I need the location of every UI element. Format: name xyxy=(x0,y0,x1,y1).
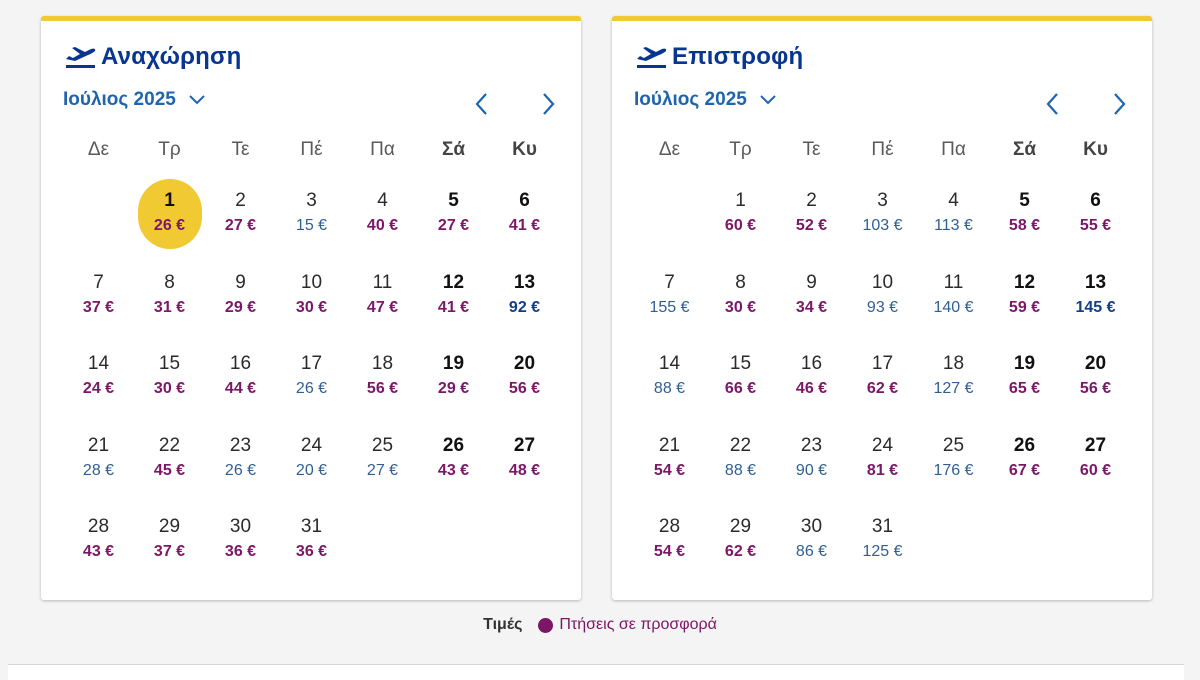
day-price: 155 € xyxy=(649,298,690,316)
day-price: 29 € xyxy=(437,380,470,397)
day-price: 41 € xyxy=(437,298,470,316)
day-number: 2 xyxy=(235,190,246,211)
day-price: 60 € xyxy=(724,217,757,234)
day-price: 27 € xyxy=(366,461,399,479)
month-selector[interactable] xyxy=(63,89,206,111)
weekday-label: Τε xyxy=(802,139,821,160)
day-price: 31 € xyxy=(153,298,186,316)
day-cell-18[interactable] xyxy=(347,340,418,422)
day-number: 3 xyxy=(877,190,888,211)
day-price: 36 € xyxy=(295,543,328,560)
day-number: 13 xyxy=(513,271,536,293)
return-calendar xyxy=(612,16,1152,600)
day-number: 29 xyxy=(729,516,752,537)
day-cell-5[interactable] xyxy=(418,177,489,259)
day-cell-21[interactable] xyxy=(63,422,134,504)
day-cell-25[interactable] xyxy=(918,422,989,504)
day-cell-9[interactable] xyxy=(205,259,276,341)
day-number: 18 xyxy=(942,353,965,374)
day-number: 14 xyxy=(658,353,681,374)
weekday-label: Πα xyxy=(370,139,395,160)
day-number: 27 xyxy=(513,434,536,456)
chevron-left-icon[interactable] xyxy=(1045,92,1059,116)
day-price: 48 € xyxy=(508,461,541,479)
day-price: 52 € xyxy=(795,217,828,234)
calendar-title: Επιστροφή xyxy=(672,43,804,70)
day-cell-16[interactable] xyxy=(205,340,276,422)
day-price: 34 € xyxy=(795,298,828,316)
day-number: 15 xyxy=(158,353,181,374)
day-number: 6 xyxy=(519,190,530,211)
weekday-label: Κυ xyxy=(512,139,537,160)
month-label[interactable]: Ιούλιος 2025 xyxy=(634,89,747,110)
day-number: 5 xyxy=(1019,190,1030,211)
day-number: 31 xyxy=(871,516,894,537)
day-price: 27 € xyxy=(437,217,470,234)
day-price: 54 € xyxy=(653,461,686,479)
day-price: 140 € xyxy=(933,298,974,316)
day-cell-7[interactable] xyxy=(63,259,134,341)
day-cell-4[interactable] xyxy=(918,177,989,259)
day-price: 62 € xyxy=(724,543,757,560)
day-price: 56 € xyxy=(366,380,399,397)
day-price: 37 € xyxy=(153,543,186,560)
day-price: 59 € xyxy=(1008,298,1041,316)
day-price: 81 € xyxy=(866,461,899,479)
day-number: 9 xyxy=(806,271,817,293)
day-price: 88 € xyxy=(724,461,757,479)
next-month-button[interactable] xyxy=(1108,92,1132,116)
day-price: 26 € xyxy=(224,461,257,479)
weekday-label: Κυ xyxy=(1083,139,1108,160)
day-grid xyxy=(63,177,559,585)
day-price: 92 € xyxy=(508,298,541,316)
day-number: 21 xyxy=(87,434,110,456)
day-cell-27[interactable] xyxy=(489,422,560,504)
weekday-header xyxy=(63,139,559,161)
day-cell-2[interactable] xyxy=(205,177,276,259)
day-cell-23[interactable] xyxy=(776,422,847,504)
day-cell-12[interactable] xyxy=(418,259,489,341)
day-price: 41 € xyxy=(508,217,541,234)
day-price: 67 € xyxy=(1008,461,1041,479)
day-price: 30 € xyxy=(295,298,328,316)
day-cell-14[interactable] xyxy=(63,340,134,422)
day-price: 127 € xyxy=(933,380,974,397)
day-number: 1 xyxy=(735,190,746,211)
calendar-header xyxy=(63,43,242,71)
day-cell-11[interactable] xyxy=(347,259,418,341)
day-price: 86 € xyxy=(795,543,828,560)
day-cell-29[interactable] xyxy=(705,503,776,585)
day-number: 12 xyxy=(442,271,465,293)
day-price: 30 € xyxy=(724,298,757,316)
day-number: 28 xyxy=(658,516,681,537)
day-number: 1 xyxy=(164,190,175,211)
day-cell-29[interactable] xyxy=(134,503,205,585)
day-cell-15[interactable] xyxy=(134,340,205,422)
legend-title: Τιμές xyxy=(483,616,523,633)
day-number: 4 xyxy=(948,190,959,211)
day-number: 11 xyxy=(943,271,964,293)
weekday-label: Πέ xyxy=(300,139,323,160)
day-price: 125 € xyxy=(862,543,903,560)
day-price: 90 € xyxy=(795,461,828,479)
day-number: 27 xyxy=(1084,434,1107,456)
day-number: 23 xyxy=(229,434,252,456)
weekday-label: Σά xyxy=(1012,139,1037,160)
day-price: 30 € xyxy=(153,380,186,397)
day-price: 28 € xyxy=(82,461,115,479)
chevron-down-icon[interactable] xyxy=(188,94,206,106)
day-cell-17[interactable] xyxy=(847,340,918,422)
day-number: 26 xyxy=(442,434,465,456)
day-number: 15 xyxy=(729,353,752,374)
day-cell-1[interactable] xyxy=(134,177,205,259)
day-cell-4[interactable] xyxy=(347,177,418,259)
month-selector[interactable] xyxy=(634,89,777,111)
day-price: 45 € xyxy=(153,461,186,479)
day-cell-3[interactable] xyxy=(847,177,918,259)
day-cell-31[interactable] xyxy=(847,503,918,585)
day-cell-17[interactable] xyxy=(276,340,347,422)
day-price: 66 € xyxy=(724,380,757,397)
day-number: 8 xyxy=(164,271,175,293)
day-price: 44 € xyxy=(224,380,257,397)
day-price: 54 € xyxy=(653,543,686,560)
day-price: 43 € xyxy=(82,543,115,560)
day-cell-5[interactable] xyxy=(989,177,1060,259)
weekday-label: Δε xyxy=(658,139,681,160)
weekday-header xyxy=(634,139,1130,161)
day-cell-19[interactable] xyxy=(989,340,1060,422)
day-price: 65 € xyxy=(1008,380,1041,397)
weekday-label: Πα xyxy=(941,139,966,160)
empty-day-cell xyxy=(63,177,134,259)
day-number: 7 xyxy=(93,271,104,293)
day-number: 7 xyxy=(664,271,675,293)
weekday-label: Πέ xyxy=(871,139,894,160)
day-price: 56 € xyxy=(1079,380,1112,397)
day-number: 10 xyxy=(300,271,323,293)
day-number: 21 xyxy=(658,434,681,456)
day-cell-2[interactable] xyxy=(776,177,847,259)
day-cell-8[interactable] xyxy=(705,259,776,341)
day-cell-13[interactable] xyxy=(489,259,560,341)
day-cell-26[interactable] xyxy=(418,422,489,504)
calendar-header xyxy=(634,43,803,71)
day-price: 37 € xyxy=(82,298,115,316)
day-number: 19 xyxy=(1013,353,1036,374)
day-cell-30[interactable] xyxy=(205,503,276,585)
day-cell-31[interactable] xyxy=(276,503,347,585)
weekday-label: Τε xyxy=(231,139,250,160)
price-legend xyxy=(0,616,1200,634)
day-cell-26[interactable] xyxy=(989,422,1060,504)
day-cell-13[interactable] xyxy=(1060,259,1131,341)
day-number: 18 xyxy=(371,353,394,374)
day-price: 113 € xyxy=(934,217,973,234)
day-number: 24 xyxy=(871,434,894,456)
day-number: 23 xyxy=(800,434,823,456)
day-cell-7[interactable] xyxy=(634,259,705,341)
day-number: 14 xyxy=(87,353,110,374)
day-number: 25 xyxy=(371,434,394,456)
day-price: 58 € xyxy=(1008,217,1041,234)
day-price: 62 € xyxy=(866,380,899,397)
day-price: 103 € xyxy=(862,217,903,234)
day-price: 15 € xyxy=(295,217,328,234)
prev-month-button[interactable] xyxy=(1040,92,1064,116)
day-cell-24[interactable] xyxy=(847,422,918,504)
day-cell-14[interactable] xyxy=(634,340,705,422)
day-cell-20[interactable] xyxy=(489,340,560,422)
day-price: 26 € xyxy=(153,217,186,234)
weekday-label: Δε xyxy=(87,139,110,160)
bottom-panel xyxy=(8,665,1184,680)
day-number: 11 xyxy=(372,271,393,293)
day-price: 29 € xyxy=(224,298,257,316)
day-price: 145 € xyxy=(1075,298,1116,316)
day-number: 17 xyxy=(300,353,323,374)
weekday-label: Σά xyxy=(441,139,466,160)
day-number: 2 xyxy=(806,190,817,211)
legend-offer-label: Πτήσεις σε προσφορά xyxy=(559,616,717,633)
day-number: 12 xyxy=(1013,271,1036,293)
day-cell-10[interactable] xyxy=(847,259,918,341)
day-number: 22 xyxy=(158,434,181,456)
day-cell-28[interactable] xyxy=(634,503,705,585)
day-price: 55 € xyxy=(1079,217,1112,234)
day-price: 60 € xyxy=(1079,461,1112,479)
day-number: 31 xyxy=(300,516,323,537)
day-number: 24 xyxy=(300,434,323,456)
plane-return-icon xyxy=(634,43,668,71)
day-grid xyxy=(634,177,1130,585)
departure-calendar xyxy=(41,16,581,600)
day-cell-23[interactable] xyxy=(205,422,276,504)
prev-month-button[interactable] xyxy=(469,92,493,116)
day-number: 30 xyxy=(229,516,252,537)
day-cell-28[interactable] xyxy=(63,503,134,585)
day-number: 4 xyxy=(377,190,388,211)
day-number: 22 xyxy=(729,434,752,456)
day-price: 56 € xyxy=(508,380,541,397)
day-number: 8 xyxy=(735,271,746,293)
day-cell-16[interactable] xyxy=(776,340,847,422)
day-price: 93 € xyxy=(866,298,899,316)
day-cell-8[interactable] xyxy=(134,259,205,341)
offer-dot-icon xyxy=(538,618,553,633)
plane-departure-icon xyxy=(63,43,97,71)
day-price: 43 € xyxy=(437,461,470,479)
day-cell-6[interactable] xyxy=(489,177,560,259)
day-number: 20 xyxy=(1084,353,1107,374)
day-price: 36 € xyxy=(224,543,257,560)
day-cell-6[interactable] xyxy=(1060,177,1131,259)
day-price: 26 € xyxy=(295,380,328,397)
weekday-label: Τρ xyxy=(158,139,181,160)
day-cell-30[interactable] xyxy=(776,503,847,585)
day-number: 6 xyxy=(1090,190,1101,211)
day-number: 20 xyxy=(513,353,536,374)
day-cell-9[interactable] xyxy=(776,259,847,341)
day-cell-22[interactable] xyxy=(134,422,205,504)
day-cell-12[interactable] xyxy=(989,259,1060,341)
day-cell-19[interactable] xyxy=(418,340,489,422)
month-label[interactable]: Ιούλιος 2025 xyxy=(63,89,176,110)
day-number: 5 xyxy=(448,190,459,211)
day-number: 25 xyxy=(942,434,965,456)
day-number: 9 xyxy=(235,271,246,293)
day-cell-3[interactable] xyxy=(276,177,347,259)
day-cell-1[interactable] xyxy=(705,177,776,259)
day-number: 28 xyxy=(87,516,110,537)
day-number: 17 xyxy=(871,353,894,374)
chevron-right-icon[interactable] xyxy=(542,92,556,116)
day-number: 10 xyxy=(871,271,894,293)
day-number: 26 xyxy=(1013,434,1036,456)
day-number: 30 xyxy=(800,516,823,537)
day-cell-22[interactable] xyxy=(705,422,776,504)
empty-day-cell xyxy=(634,177,705,259)
calendar-title: Αναχώρηση xyxy=(101,43,242,70)
day-number: 13 xyxy=(1084,271,1107,293)
day-number: 29 xyxy=(158,516,181,537)
chevron-down-icon[interactable] xyxy=(759,94,777,106)
day-price: 40 € xyxy=(366,217,399,234)
day-cell-25[interactable] xyxy=(347,422,418,504)
day-cell-27[interactable] xyxy=(1060,422,1131,504)
day-cell-11[interactable] xyxy=(918,259,989,341)
day-number: 16 xyxy=(800,353,823,374)
day-price: 46 € xyxy=(795,380,828,397)
day-price: 176 € xyxy=(933,461,974,479)
day-price: 88 € xyxy=(653,380,686,397)
chevron-right-icon[interactable] xyxy=(1113,92,1127,116)
day-price: 47 € xyxy=(366,298,399,316)
chevron-left-icon[interactable] xyxy=(474,92,488,116)
day-cell-10[interactable] xyxy=(276,259,347,341)
next-month-button[interactable] xyxy=(537,92,561,116)
day-cell-15[interactable] xyxy=(705,340,776,422)
day-number: 16 xyxy=(229,353,252,374)
day-cell-21[interactable] xyxy=(634,422,705,504)
day-price: 24 € xyxy=(82,380,115,397)
day-price: 27 € xyxy=(224,217,257,234)
day-cell-20[interactable] xyxy=(1060,340,1131,422)
day-cell-24[interactable] xyxy=(276,422,347,504)
day-cell-18[interactable] xyxy=(918,340,989,422)
day-number: 3 xyxy=(306,190,317,211)
weekday-label: Τρ xyxy=(729,139,752,160)
day-price: 20 € xyxy=(295,461,328,479)
day-number: 19 xyxy=(442,353,465,374)
